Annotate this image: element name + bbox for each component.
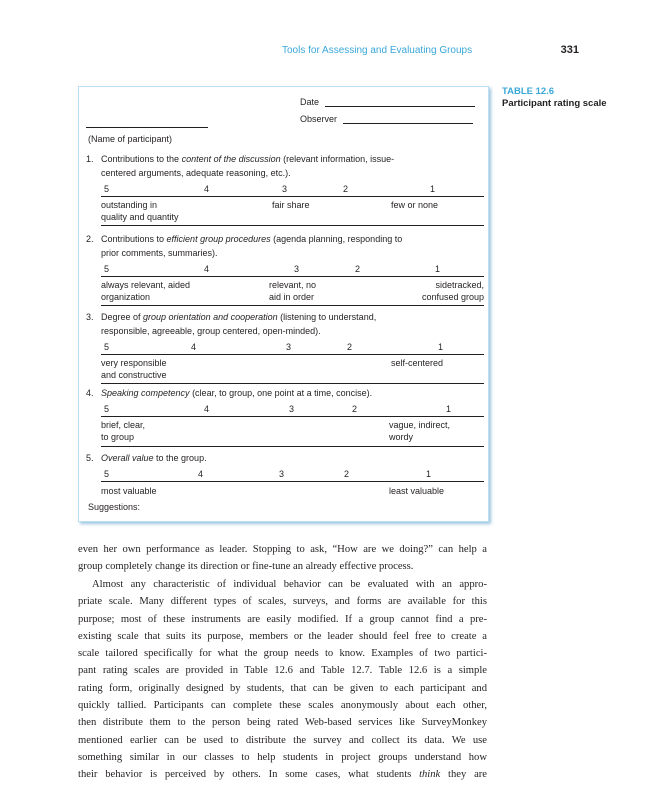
anchor-left: brief, clear, to group	[101, 420, 146, 442]
anchor-right: self-centered	[391, 358, 444, 368]
question-emphasis: content of the discussion	[181, 154, 281, 164]
scale-value: 2	[355, 264, 361, 274]
text-line: even her own performance as leader. Stopping to ask, “How are we doing?” can help a	[78, 544, 487, 555]
rating-scale	[101, 468, 484, 482]
scale-anchors	[101, 486, 484, 498]
scale-value: 4	[204, 264, 210, 274]
scale-value: 3	[294, 264, 300, 274]
anchor-middle: relevant, no aid in order	[269, 280, 317, 302]
scale-value: 4	[204, 184, 210, 194]
question-text: (clear, to group, one point at a time, concise).	[189, 388, 373, 398]
question-text: Degree of	[101, 312, 144, 322]
item-number: 5.	[86, 453, 94, 463]
date-line	[325, 98, 475, 107]
body-paragraph-1	[78, 541, 487, 576]
scale-anchors	[101, 420, 484, 447]
item-question	[86, 311, 476, 338]
rating-scale	[101, 263, 484, 277]
question-text: (agenda planning, responding to	[270, 234, 403, 244]
scale-value: 3	[282, 184, 288, 194]
anchor-middle: fair share	[272, 200, 310, 210]
anchor-left: very responsible and constructive	[101, 358, 167, 380]
scale-value: 4	[204, 404, 210, 414]
text-line: group completely change its direction or fine-tune an already effective process.	[78, 561, 414, 573]
anchor-right: few or none	[391, 200, 439, 210]
anchor-right: least valuable	[389, 486, 445, 496]
scale-value: 2	[344, 469, 350, 479]
text-emphasis: think	[419, 769, 441, 781]
scale-value: 5	[104, 404, 110, 414]
participant-name-label: (Name of participant)	[88, 134, 173, 144]
rating-scale	[101, 183, 484, 197]
observer-label: Observer	[300, 114, 338, 124]
text-line: existing scale that suits its purpose, members or the leader should feel free to create a	[78, 630, 487, 642]
text-line: quickly tallied. Participants can complete these scales anonymously about each other,	[78, 700, 487, 712]
observer-line	[343, 115, 473, 124]
page-number: 331	[560, 44, 579, 56]
scale-value: 5	[104, 264, 110, 274]
item-number: 2.	[86, 234, 94, 244]
question-text: prior comments, summaries).	[101, 247, 218, 258]
scale-value: 5	[104, 342, 110, 352]
scale-value: 3	[279, 469, 285, 479]
anchor-left: outstanding in quality and quantity	[101, 200, 179, 222]
anchor-right: sidetracked, confused group	[421, 280, 484, 302]
date-label: Date	[300, 97, 320, 107]
question-text: responsible, agreeable, group centered, open-minded).	[101, 325, 321, 336]
anchor-right: vague, indirect, wordy	[389, 420, 451, 442]
question-text: Contributions to	[101, 234, 167, 244]
text-line: pant rating scales are provided in Table 12.6 and Table 12.7. Table 12.6 is a simple	[78, 665, 487, 677]
scale-anchors	[101, 358, 484, 384]
suggestions-label: Suggestions:	[88, 502, 141, 512]
scale-anchors	[101, 200, 484, 226]
text-line: mentioned earlier can be used to distribute the survey and collect its data. We use	[78, 734, 487, 746]
anchor-left: most valuable	[101, 486, 157, 496]
item-number: 3.	[86, 312, 94, 322]
item-question	[86, 153, 476, 180]
question-text: centered arguments, adequate reasoning, etc.).	[101, 167, 291, 178]
scale-value: 4	[191, 342, 197, 352]
question-text: Contributions to the	[101, 154, 182, 164]
rating-scale	[101, 341, 484, 355]
scale-value: 1	[430, 184, 436, 194]
item-question	[86, 233, 476, 260]
question-text: (relevant information, issue-	[280, 154, 395, 164]
scale-value: 1	[446, 404, 452, 414]
item-number: 1.	[86, 154, 94, 164]
text-segment: their behavior is perceived by others. In some cases, what students	[78, 769, 420, 781]
text-line: purpose; most of these instruments are easily modified. If a group cannot find a pre-	[78, 613, 487, 625]
scale-value: 2	[343, 184, 349, 194]
table-caption	[502, 86, 612, 110]
question-emphasis: Speaking competency	[101, 388, 190, 398]
scale-value: 2	[352, 404, 358, 414]
running-head	[0, 43, 645, 59]
item-question	[86, 452, 476, 466]
scale-value: 4	[198, 469, 204, 479]
running-head-title: Tools for Assessing and Evaluating Groups	[282, 45, 473, 56]
rating-form	[78, 86, 489, 522]
scale-value: 1	[438, 342, 444, 352]
table-caption-text: Participant rating scale	[502, 98, 607, 109]
text-line: something similar in our classes to help students in project groups understand how	[78, 751, 487, 763]
text-line: then distribute them to the person being rated Web-based services like SurveyMonkey	[78, 717, 487, 729]
text-line: scale tailored specifically for what the group needs to know. Examples of two partici-	[78, 648, 487, 660]
item-question	[86, 387, 476, 401]
participant-name-line	[86, 127, 208, 128]
scale-value: 1	[426, 469, 432, 479]
scale-anchors	[101, 280, 484, 306]
item-number: 4.	[86, 388, 94, 398]
anchor-left: always relevant, aided organization	[101, 280, 191, 302]
scale-value: 1	[435, 264, 441, 274]
question-emphasis: group orientation and cooperation	[143, 312, 278, 322]
body-paragraph-2	[78, 576, 487, 784]
text-line	[78, 766, 487, 783]
scale-value: 5	[104, 184, 110, 194]
rating-scale	[101, 403, 484, 417]
table-caption-label: TABLE 12.6	[502, 86, 555, 97]
text-segment: they are	[440, 769, 488, 781]
question-text: (listening to understand,	[277, 312, 377, 322]
text-line: Almost any characteristic of individual behavior can be evaluated with an appro-	[92, 579, 487, 590]
scale-value: 3	[286, 342, 292, 352]
question-text: to the group.	[153, 453, 207, 463]
scale-value: 2	[347, 342, 353, 352]
question-emphasis: Overall value	[101, 453, 154, 463]
observer-field	[300, 114, 473, 124]
question-emphasis: efficient group procedures	[166, 234, 271, 244]
text-line: rating form, originally designed by students, that can be given to each participant and	[78, 682, 487, 694]
text-line: priate scale. Many different types of scales, surveys, and forms are available for this	[78, 596, 487, 608]
scale-value: 5	[104, 469, 110, 479]
scale-value: 3	[289, 404, 295, 414]
date-field	[300, 97, 475, 107]
